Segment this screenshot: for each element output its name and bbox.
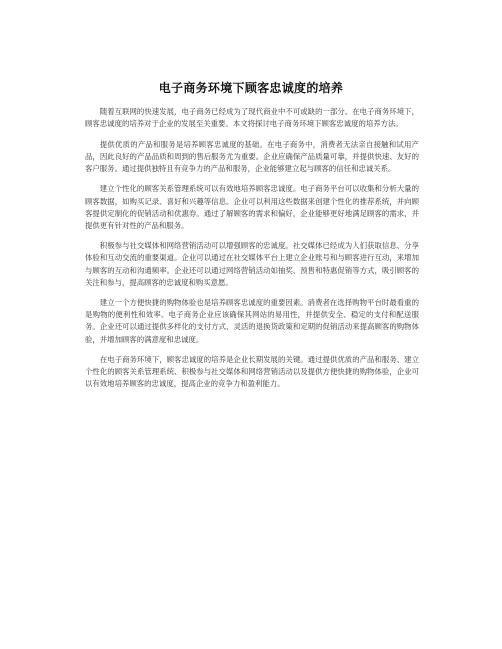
paragraph-6: 在电子商务环境下，顾客忠诚度的培养是企业长期发展的关键。通过提供优质的产品和服务、建立个性化的顾客关系管理系统、积极参与社交媒体和网络营销活动以及提供方便快捷的购物体验，企业可以有效地培养顾客的忠诚度，提高企业的竞争力和盈利能力。 (85, 355, 419, 389)
paragraph-1: 随着互联网的快速发展，电子商务已经成为了现代商业中不可或缺的一部分。在电子商务环境下，顾客忠诚度的培养对于企业的发展至关重要。本文将探讨电子商务环境下顾客忠诚度的培养方法。 (85, 107, 419, 129)
paragraph-4: 积极参与社交媒体和网络营销活动可以增强顾客的忠诚度。社交媒体已经成为人们获取信息、分享体验和互动交流的重要渠道。企业可以通过在社交媒体平台上建立企业账号和与顾客进行互动，来增加与顾客的互动和沟通频率。企业还可以通过网络营销活动如抽奖、预售和特惠促销等方式，吸引顾客的关注和参与，提高顾客的忠诚度和购买意愿。 (85, 241, 419, 287)
document-body (85, 106, 419, 399)
paragraph-5: 建立一个方便快捷的购物体验也是培养顾客忠诚度的重要因素。消费者在选择购物平台时最看重的是购物的便利性和效率。电子商务企业应该确保其网站的易用性，并提供安全、稳定的支付和配送服务。企业还可以通过提供多样化的支付方式、灵活的退换货政策和定期的促销活动来提高顾客的购物体验，并增加顾客的满意度和忠诚度。 (85, 298, 419, 344)
document-title: 电子商务环境下顾客忠诚度的培养 (158, 81, 344, 95)
paragraph-3: 建立个性化的顾客关系管理系统可以有效地培养顾客忠诚度。电子商务平台可以收集和分析大量的顾客数据，如购买记录、喜好和兴趣等信息。企业可以利用这些数据来创建个性化的推荐系统，并向顾客提供定制化的促销活动和优惠券。通过了解顾客的需求和偏好，企业能够更好地满足顾客的需求，并提供更有针对性的产品和服务。 (85, 184, 419, 230)
paragraph-2: 提供优质的产品和服务是培养顾客忠诚度的基础。在电子商务中，消费者无法亲自接触和试用产品，因此良好的产品品质和周到的售后服务尤为重要。企业应确保产品质量可靠，并提供快速、友好的客户服务。通过提供独特且有竞争力的产品和服务，企业能够建立起与顾客的信任和忠诚关系。 (85, 139, 419, 173)
